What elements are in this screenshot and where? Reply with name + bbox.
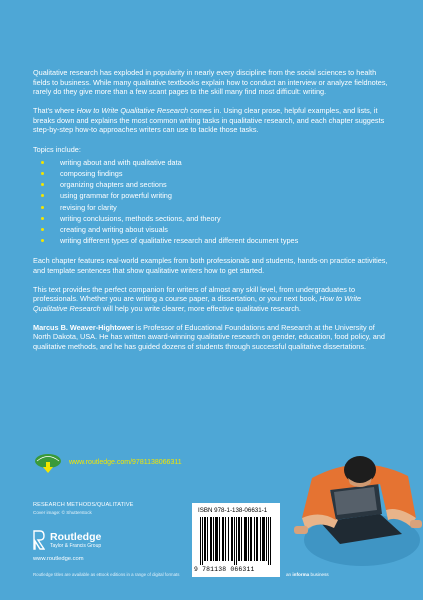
online-resources [33,452,293,474]
topics-heading: Topics include: [33,144,81,154]
topic-item [41,202,391,213]
text-span: an [286,572,293,577]
person-with-laptop-illustration [290,448,423,568]
publisher-logo [33,530,153,552]
book-title-italic: How to Write Qualitative Research [76,106,189,116]
isbn-label: ISBN 978-1-138-06631-1 [198,507,268,514]
audience-paragraph [33,285,391,314]
text-span: is Professor of Educational Foundations and Research at the University of North Dakota, USA. He has written award-winning qualitative research on gender, education, food policy, and qualitative methods, and he has guided dozens of students through successful qualitative dissertations. [33,322,385,352]
topic-text: writing different types of qualitative research and different document types [60,235,299,245]
text-span: business [309,572,329,577]
topic-text: creating and writing about visuals [60,224,168,234]
topic-item [41,157,391,168]
bullet-icon [41,161,44,164]
text-span: That's where [33,106,77,116]
book-description-paragraph [33,106,391,135]
text-span: This text provides the perfect companion for writers of almost any skill level, from undergraduates to professionals. Whether you are writing a course paper, a dissertation, or your next book, [33,284,356,304]
footer-info [33,502,193,515]
barcode-number: 9 781138 066311 [194,566,255,573]
topic-text: composing findings [60,169,123,179]
bullet-icon [41,183,44,186]
ebook-notice: Routledge titles are available as eBook editions in a range of digital formats [33,572,180,577]
text-span: will help you write clearer, more effective qualitative research. [100,303,301,313]
blurb [33,68,391,361]
bullet-icon [41,206,44,209]
text-span: comes in. Using clear prose, helpful examples, and lists, it breaks down and explains the most common writing tasks in qualitative research, and each chapter suggests step-by-step how-to approaches writers can use to tackle those tasks. [33,106,385,135]
topic-item [41,235,391,246]
book-title-italic: How to Write Qualitative Research [33,294,362,313]
topic-item [41,224,391,235]
bullet-icon [41,228,44,231]
topic-item [41,168,391,179]
bullet-icon [41,217,44,220]
author-name: Marcus B. Weaver-Hightower [33,322,134,332]
informa-business [286,572,329,577]
resources-link[interactable]: www.routledge.com/9781138066311 [69,459,182,466]
author-bio [33,323,391,352]
intro-paragraph: Qualitative research has exploded in popularity in nearly every discipline from the social sciences to health fields to business. While many qualitative textbooks explain how to conduct an interview or analyze fieldnotes, rarely do they give more than a few scant pages to the skill many find most difficult: writing. [33,68,388,97]
bullet-icon [41,239,44,242]
bullet-icon [41,194,44,197]
cover-credit: Cover image: © Shutterstock [33,510,92,515]
routledge-logo-icon [33,530,45,550]
isbn-barcode-box [192,503,280,577]
topic-item [41,190,391,201]
topic-text: revising for clarity [60,202,117,212]
publisher-group: Taylor & Francis Group [50,543,102,549]
topic-text: writing conclusions, methods sections, and theory [60,213,221,223]
publisher-name: Routledge [50,531,102,543]
barcode-icon [198,517,274,567]
topic-item [41,179,391,190]
topic-text: organizing chapters and sections [60,180,167,190]
topic-item [41,213,391,224]
topic-text: writing about and with qualitative data [60,158,182,168]
features-paragraph: Each chapter features real-world examples from both professionals and students, hands-on practice activities, and template sentences that show qualitative writers how to get started. [33,255,388,275]
bullet-icon [41,172,44,175]
resources-badge-icon [33,452,63,474]
publisher-website[interactable]: www.routledge.com [33,556,84,562]
subject-category: RESEARCH METHODS/QUALITATIVE [33,502,134,508]
topics-list [41,157,391,246]
informa-wordmark: informa [292,572,310,577]
topic-text: using grammar for powerful writing [60,191,172,201]
